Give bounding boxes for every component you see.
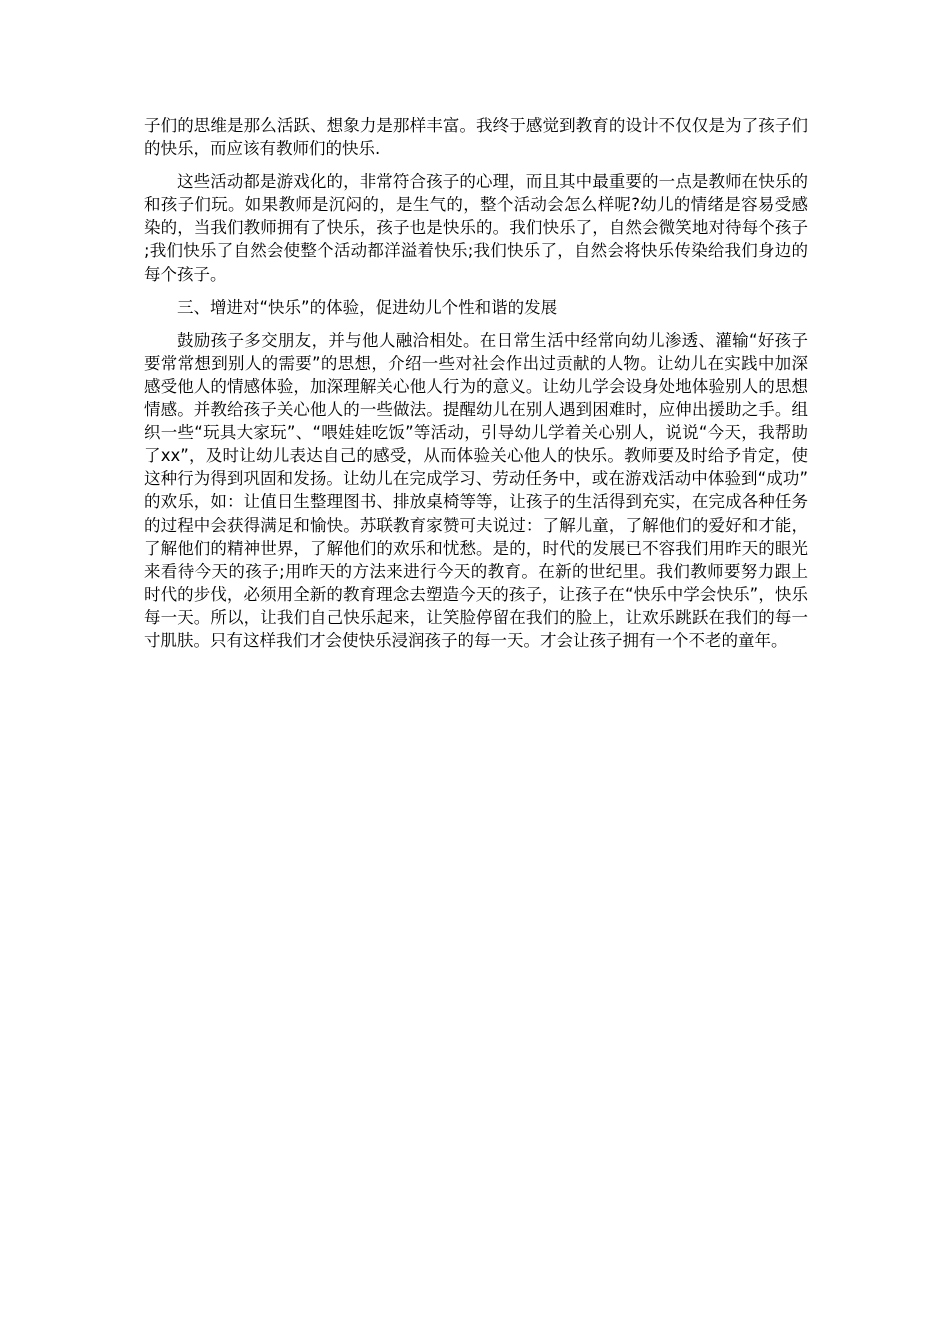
document-page (144, 114, 808, 662)
paragraph-continuation: 子们的思维是那么活跃、想象力是那样丰富。我终于感觉到教育的设计不仅仅是为了孩子们的快乐，而应该有教师们的快乐. (144, 116, 808, 159)
paragraph-activities: 这些活动都是游戏化的，非常符合孩子的心理，而且其中最重要的一点是教师在快乐的和孩子们玩。如果教师是沉闷的，是生气的，整个活动会怎么样呢?幼儿的情绪是容易受感染的，当我们教师拥有了快乐，孩子也是快乐的。我们快乐了，自然会微笑地对待每个孩子;我们快乐了自然会使整个活动都洋溢着快乐;我们快乐了，自然会将快乐传染给我们身边的每个孩子。 (144, 172, 808, 284)
section-heading: 三、增进对“快乐”的体验，促进幼儿个性和谐的发展 (177, 297, 558, 317)
paragraph-encourage: 鼓励孩子多交朋友，并与他人融洽相处。在日常生活中经常向幼儿渗透、灌输“好孩子要常常想到别人的需要”的思想，介绍一些对社会作出过贡献的人物。让幼儿在实践中加深感受他人的情感体验，加深理解关心他人行为的意义。让幼儿学会设身处地体验别人的思想情感。并教给孩子关心他人的一些做法。提醒幼儿在别人遇到困难时，应伸出援助之手。组织一些“玩具大家玩”、“喂娃娃吃饭”等活动，引导幼儿学着关心别人，说说“今天，我帮助了xx”，及时让幼儿表达自己的感受，从而体验关心他人的快乐。教师要及时给予肯定，使这种行为得到巩固和发扬。让幼儿在完成学习、劳动任务中，或在游戏活动中体验到“成功”的欢乐，如：让值日生整理图书、排放桌椅等等，让孩子的生活得到充实，在完成各种任务的过程中会获得满足和愉快。苏联教育家赞可夫说过：了解儿童，了解他们的爱好和才能，了解他们的精神世界，了解他们的欢乐和忧愁。是的，时代的发展已不容我们用昨天的眼光来看待今天的孩子;用昨天的方法来进行今天的教育。在新的世纪里。我们教师要努力跟上时代的步伐，必须用全新的教育理念去塑造今天的孩子，让孩子在“快乐中学会快乐”，快乐每一天。所以，让我们自己快乐起来，让笑脸停留在我们的脸上，让欢乐跳跃在我们的每一寸肌肤。只有这样我们才会使快乐浸润孩子的每一天。才会让孩子拥有一个不老的童年。 (144, 330, 808, 650)
